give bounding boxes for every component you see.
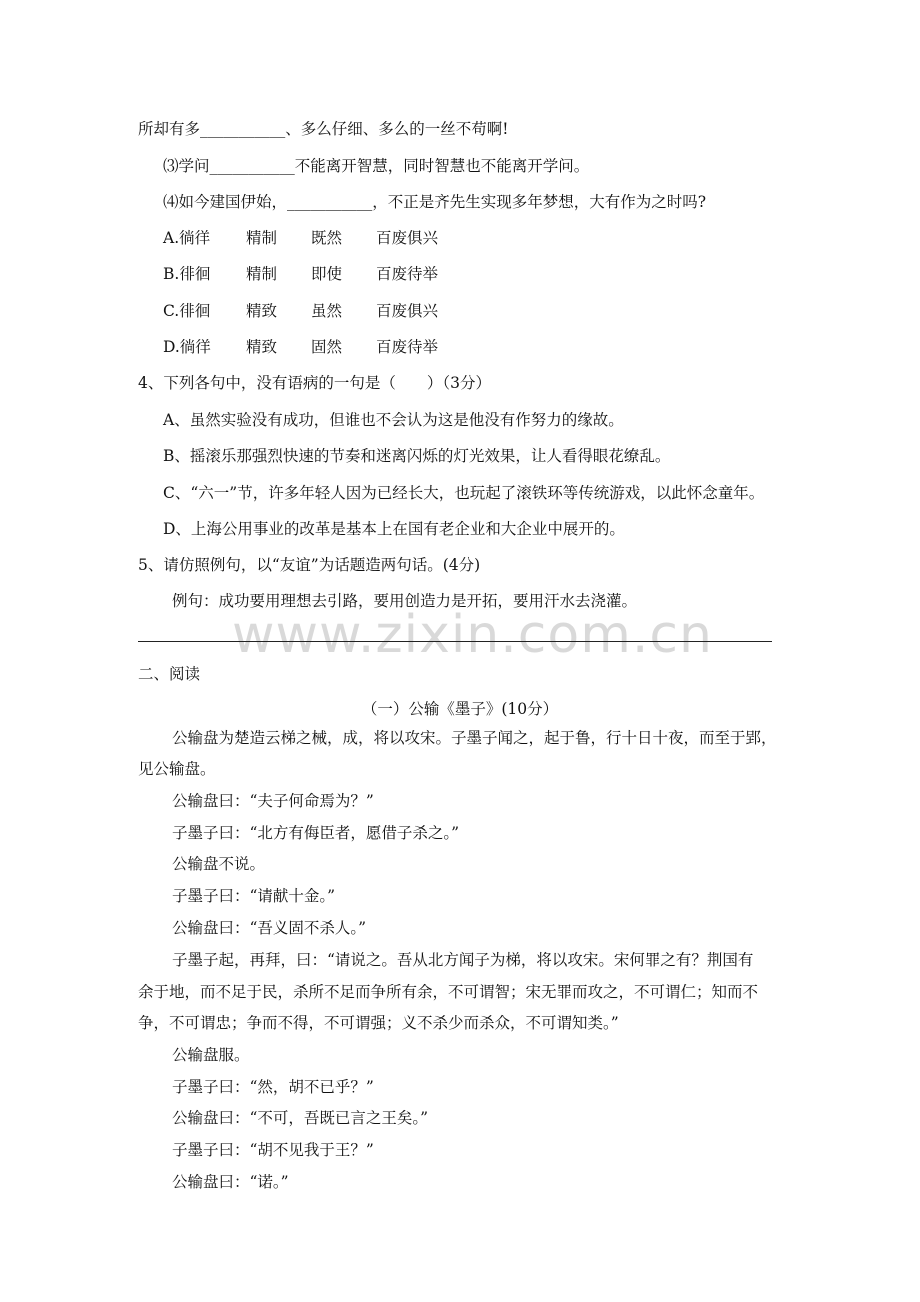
q4-option-d: D、上海公用事业的改革是基本上在国有老企业和大企业中展开的。 (163, 520, 625, 538)
paragraph: 公输盘曰：“夫子何命焉为？” (172, 792, 374, 810)
q3-option-c (163, 300, 438, 322)
option-cell: 精制 (246, 265, 278, 283)
q3-option-d (163, 336, 438, 358)
paragraph: 公输盘曰：“不可，吾既已言之王矣。” (172, 1109, 429, 1127)
q3-option-b (163, 263, 438, 285)
option-cell: 精制 (246, 229, 278, 247)
option-cell: B.徘徊 (163, 265, 211, 283)
q3-option-a (163, 227, 438, 249)
paragraph: 公输盘曰：“吾义固不杀人。” (172, 919, 367, 937)
paragraph: 子墨子曰：“胡不见我于王？” (172, 1141, 374, 1159)
option-cell: 精致 (246, 302, 278, 320)
paragraph: 见公输盘。 (138, 760, 216, 778)
option-cell: 精致 (246, 338, 278, 356)
paragraph: 子墨子曰：“然，胡不已乎？” (172, 1078, 374, 1096)
q5-example: 例句：成功要用理想去引路，要用创造力是开拓，要用汗水去浇灌。 (172, 592, 638, 610)
q5-stem: 5、请仿照例句，以“友谊”为话题造两句话。(4分) (138, 556, 481, 574)
q4-option-c: C、“六一”节，许多年轻人因为已经长大，也玩起了滚铁环等传统游戏，以此怀念童年。 (163, 484, 765, 502)
option-cell: 百废俱兴 (376, 302, 439, 320)
q4-option-a: A、虽然实验没有成功，但谁也不会认为这是他没有作努力的缘故。 (163, 411, 624, 429)
paragraph: 公输盘服。 (172, 1046, 250, 1064)
option-cell: 百废俱兴 (376, 229, 439, 247)
passage-title: （一）公输《墨子》(10分） (361, 700, 559, 718)
paragraph: 子墨子曰：“北方有侮臣者，愿借子杀之。” (172, 824, 460, 842)
paragraph: 公输盘为楚造云梯之械，成，将以攻宋。子墨子闻之，起于鲁，行十日十夜，而至于郢， (172, 729, 777, 747)
answer-line (138, 641, 772, 642)
q4-option-b: B、摇滚乐那强烈快速的节奏和迷离闪烁的灯光效果，让人看得眼花缭乱。 (163, 447, 671, 465)
q4-stem: 4、下列各句中，没有语病的一句是（ ）（3分） (138, 374, 491, 392)
section-heading: 二、阅读 (138, 665, 201, 683)
q3-line-1: 所却有多___________、多么仔细、多么的一丝不苟啊! (138, 120, 509, 138)
paragraph: 争，不可谓忠；争而不得，不可谓强；义不杀少而杀众，不可谓知类。” (138, 1014, 619, 1032)
option-cell: 百废待举 (376, 338, 439, 356)
q3-line-4: ⑷如今建国伊始，___________，不正是齐先生实现多年梦想，大有作为之时吗? (163, 193, 707, 211)
watermark: www.zixin.com.cn (232, 605, 713, 665)
paragraph: 余于地，而不足于民，杀所不足而争所有余，不可谓智；宋无罪而攻之，不可谓仁；知而不 (138, 983, 759, 1001)
option-cell: 固然 (311, 338, 343, 356)
option-cell: 既然 (311, 229, 343, 247)
option-cell: D.徜徉 (163, 338, 211, 356)
option-cell: 百废待举 (376, 265, 439, 283)
paragraph: 公输盘曰：“诺。” (172, 1173, 289, 1191)
q3-line-3: ⑶学问___________不能离开智慧，同时智慧也不能离开学问。 (163, 157, 590, 175)
option-cell: C.徘徊 (163, 302, 211, 320)
option-cell: 即使 (311, 265, 343, 283)
option-cell: A.徜徉 (163, 229, 211, 247)
option-cell: 虽然 (311, 302, 343, 320)
paragraph: 子墨子曰：“请献十金。” (172, 887, 336, 905)
paragraph: 公输盘不说。 (172, 855, 266, 873)
paragraph: 子墨子起，再拜，曰：“请说之。吾从北方闻子为梯，将以攻宋。宋何罪之有？荆国有 (172, 951, 754, 969)
